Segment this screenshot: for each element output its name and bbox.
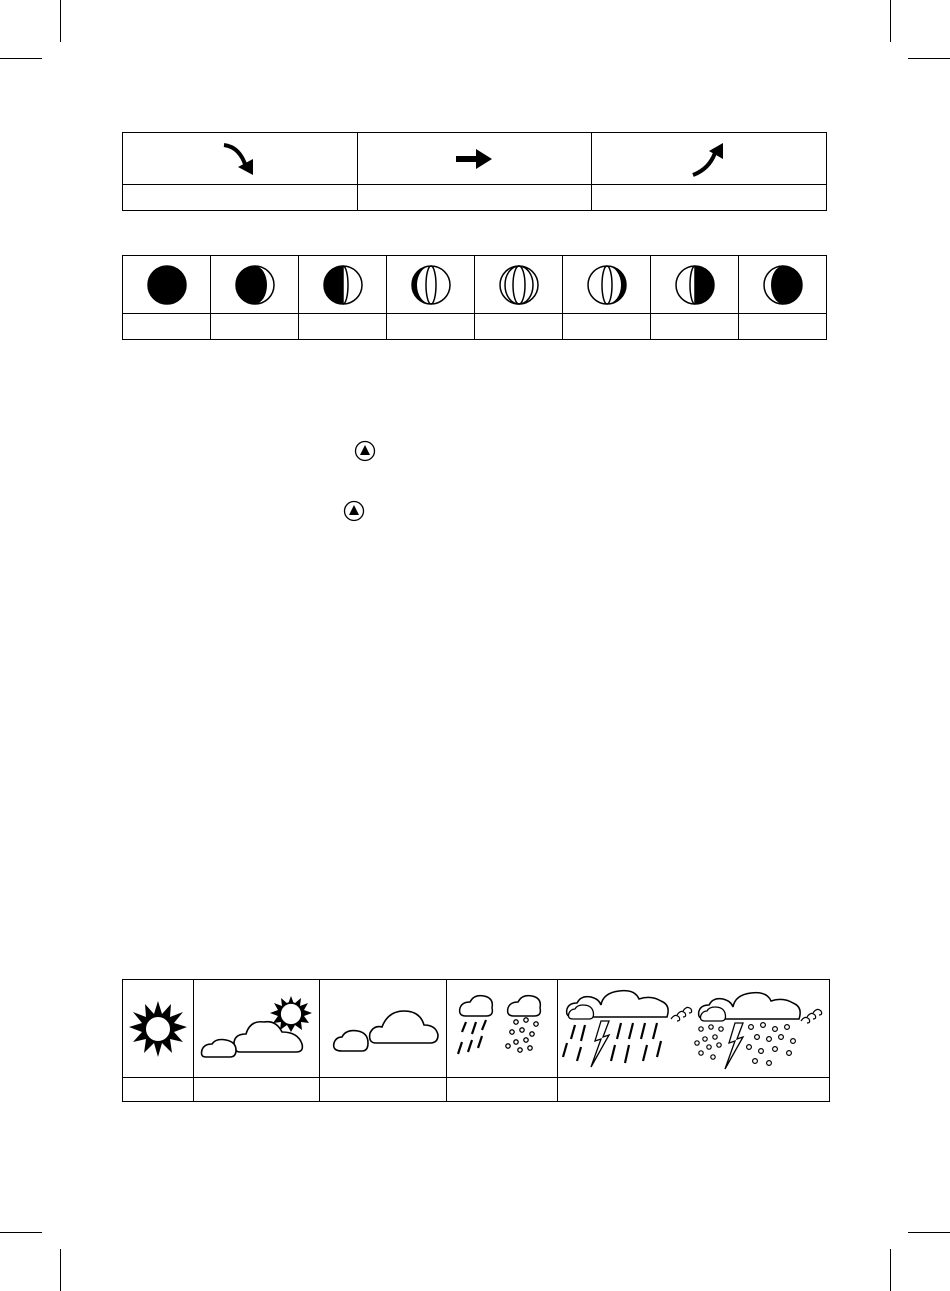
moon-label-8 [739, 314, 827, 340]
weather-cell-rain-snow [447, 980, 558, 1078]
weather-icon-table [122, 979, 830, 1102]
weather-label-storm [558, 1078, 830, 1102]
up-button-icon [354, 440, 376, 462]
moon-label-5 [475, 314, 563, 340]
moon-label-4 [387, 314, 475, 340]
moon-cell-2 [211, 256, 299, 314]
moon-waning-crescent-icon [762, 264, 804, 306]
moon-first-quarter-icon [322, 264, 364, 306]
moon-cell-1 [123, 256, 211, 314]
trend-table [122, 132, 827, 211]
trend-cell-rising [592, 133, 827, 185]
moon-phase-table [122, 255, 827, 340]
moon-new-icon [146, 264, 188, 306]
weather-cell-storm [558, 980, 830, 1078]
moon-cell-3 [299, 256, 387, 314]
weather-cell-cloudy [320, 980, 447, 1078]
weather-cell-partly-cloudy [194, 980, 320, 1078]
moon-label-7 [651, 314, 739, 340]
up-button-icon [343, 500, 365, 522]
moon-cell-5 [475, 256, 563, 314]
crop-mark-top-right-h [908, 58, 950, 59]
crop-mark-top-left-v [60, 0, 61, 42]
arrow-steady-icon [454, 147, 494, 171]
arrow-rising-icon [689, 139, 729, 179]
trend-label-falling [123, 185, 358, 211]
weather-label-partly-cloudy [194, 1078, 320, 1102]
crop-mark-top-left-h [0, 58, 42, 59]
crop-mark-bottom-right-v [890, 1249, 891, 1291]
moon-cell-8 [739, 256, 827, 314]
moon-cell-6 [563, 256, 651, 314]
crop-mark-bottom-left-h [0, 1232, 42, 1233]
cloudy-icon [324, 999, 442, 1059]
moon-waning-gibbous-icon [586, 264, 628, 306]
crop-mark-bottom-left-v [60, 1249, 61, 1291]
arrow-falling-icon [220, 139, 260, 179]
weather-label-sunny [123, 1078, 194, 1102]
moon-cell-4 [387, 256, 475, 314]
moon-full-icon [498, 264, 540, 306]
moon-cell-7 [651, 256, 739, 314]
trend-cell-falling [123, 133, 358, 185]
rain-snow-icon [450, 990, 554, 1068]
storm-icon [561, 985, 827, 1073]
weather-label-rain-snow [447, 1078, 558, 1102]
weather-cell-sunny [123, 980, 194, 1078]
trend-label-steady [357, 185, 592, 211]
moon-label-3 [299, 314, 387, 340]
moon-label-1 [123, 314, 211, 340]
sunny-icon [125, 996, 191, 1062]
moon-label-2 [211, 314, 299, 340]
moon-label-6 [563, 314, 651, 340]
moon-waxing-crescent-icon [234, 264, 276, 306]
crop-mark-top-right-v [890, 0, 891, 42]
crop-mark-bottom-right-h [908, 1232, 950, 1233]
moon-last-quarter-icon [674, 264, 716, 306]
partly-cloudy-icon [198, 994, 316, 1064]
moon-waxing-gibbous-icon [410, 264, 452, 306]
trend-label-rising [592, 185, 827, 211]
weather-label-cloudy [320, 1078, 447, 1102]
trend-cell-steady [357, 133, 592, 185]
